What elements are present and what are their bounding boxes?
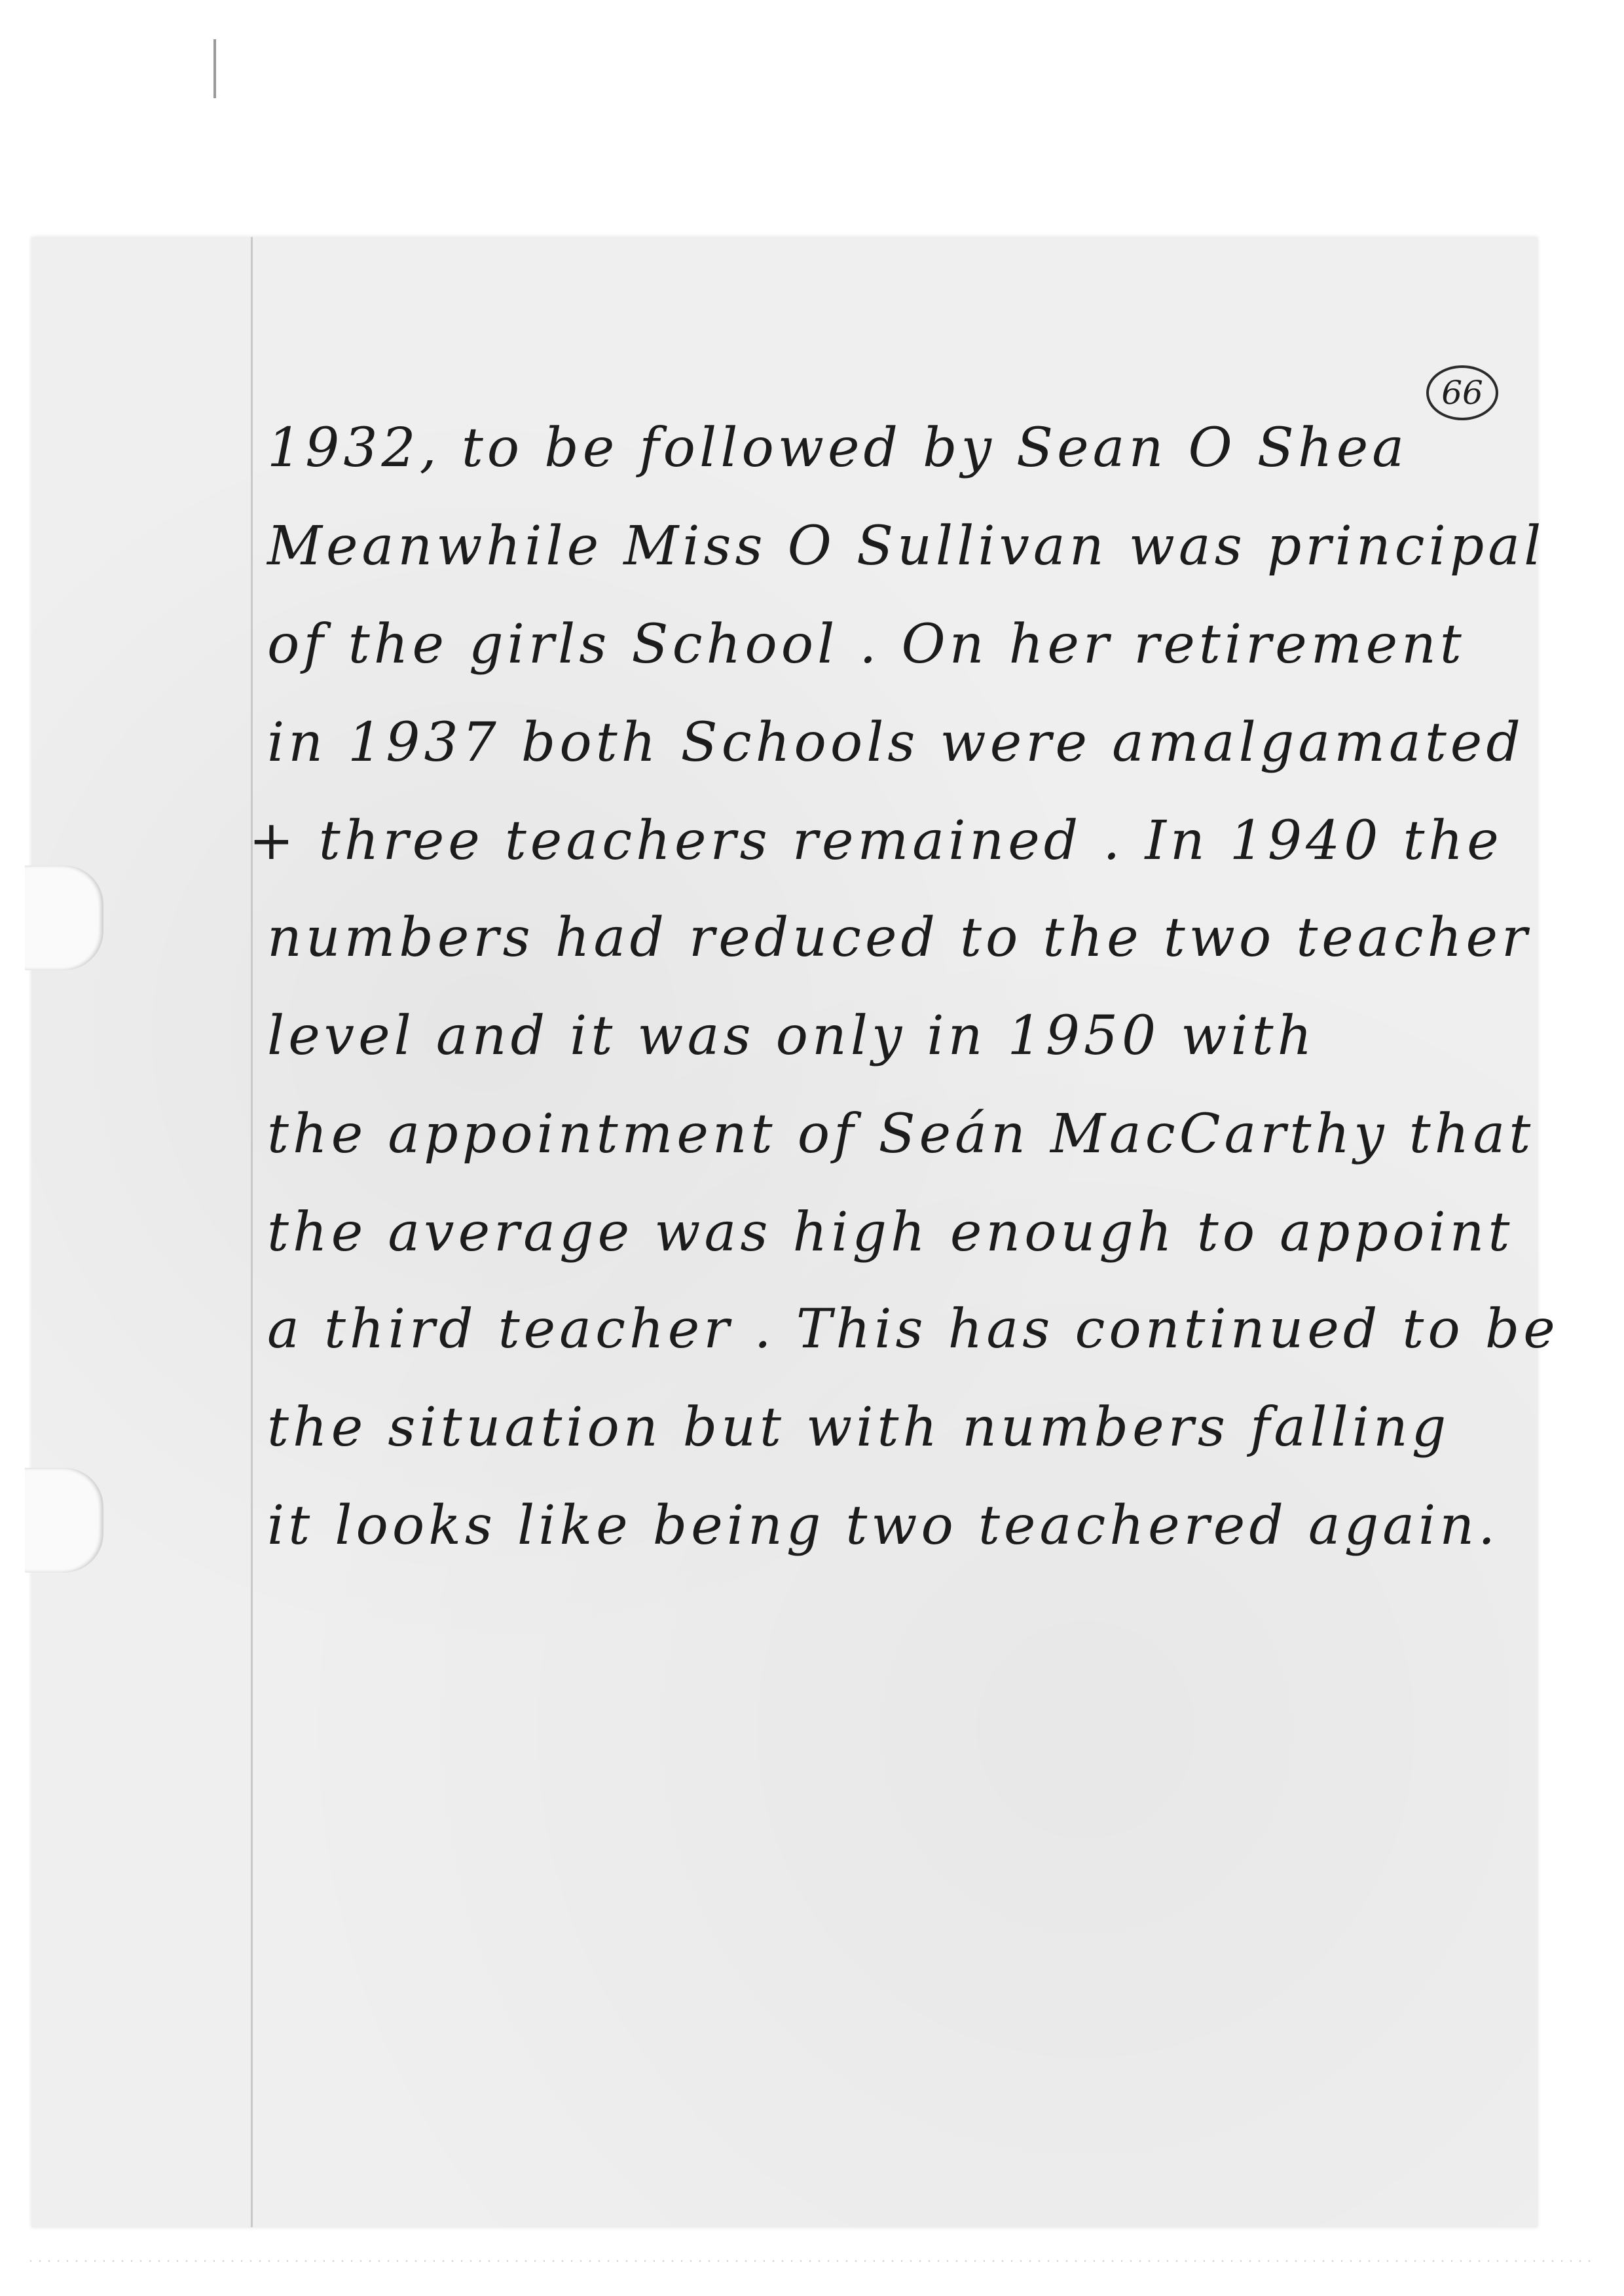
punch-hole-top (25, 866, 103, 970)
circled-page-number: 66 (1426, 365, 1498, 420)
handwritten-line: numbers had reduced to the two teacher (267, 907, 1532, 969)
margin-rule (251, 237, 253, 2227)
handwritten-line: 1932, to be followed by Sean O Shea (267, 417, 1409, 479)
handwritten-line: + three teachers remained . In 1940 the (249, 810, 1503, 872)
handwritten-line: Meanwhile Miss O Sullivan was principal (267, 515, 1545, 577)
handwritten-line: a third teacher . This has continued to be (267, 1298, 1559, 1360)
handwritten-line: in 1937 both Schools were amalgamated (267, 712, 1524, 774)
handwritten-line: the average was high enough to appoint (267, 1201, 1514, 1264)
handwritten-line: it looks like being two teachered again. (267, 1495, 1500, 1557)
handwritten-line: level and it was only in 1950 with (267, 1005, 1316, 1067)
handwritten-line: of the girls School . On her retirement (267, 613, 1466, 676)
punch-hole-bottom (25, 1468, 103, 1573)
lined-paper-sheet (31, 237, 1559, 2227)
stray-pen-mark (213, 39, 216, 98)
handwritten-line: the situation but with numbers falling (267, 1396, 1450, 1459)
scan-edge-artifact (26, 2260, 1598, 2262)
handwritten-line: the appointment of Seán MacCarthy that (267, 1103, 1535, 1165)
